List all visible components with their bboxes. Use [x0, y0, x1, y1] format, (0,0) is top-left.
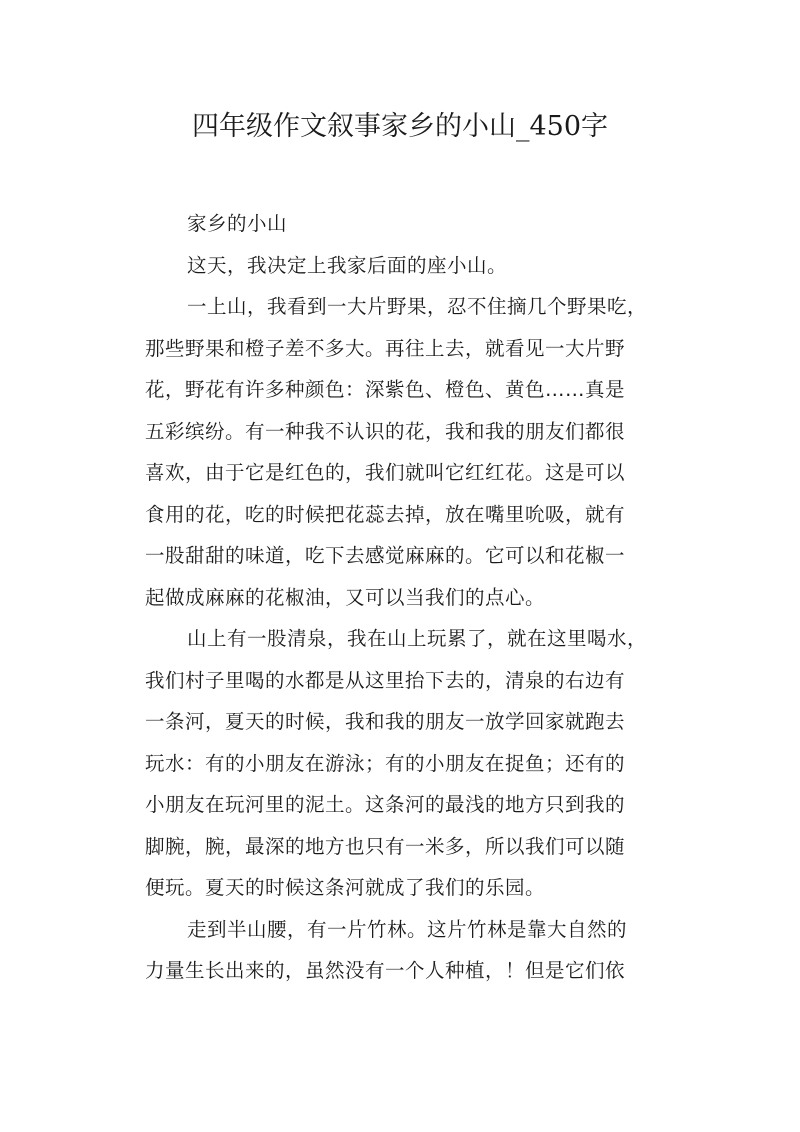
text-line: 那些野果和橙子差不多大。再往上去，就看见一大片野	[145, 336, 626, 360]
text-line: 走到半山腰，有一片竹林。这片竹林是靠大自然的	[187, 917, 628, 941]
text-line: 喜欢，由于它是红色的，我们就叫它红红花。这是可以	[145, 461, 626, 484]
text-line: 我们村子里喝的水都是从这里抬下去的，清泉的右边有	[145, 668, 626, 692]
document-title: 四年级作文叙事家乡的小山_450字	[191, 111, 609, 142]
text-line: 一股甜甜的味道，吃下去感觉麻麻的。它可以和花椒一	[145, 544, 626, 567]
text-line: 便玩。夏天的时候这条河就成了我们的乐园。	[145, 876, 546, 899]
text-line: 家乡的小山	[187, 212, 288, 235]
document-body	[145, 203, 667, 992]
text-line: 山上有一股清泉，我在山上玩累了，就在这里喝水，	[187, 627, 648, 650]
text-line: 起做成麻麻的花椒油，又可以当我们的点心。	[145, 585, 546, 609]
text-line: 小朋友在玩河里的泥土。这条河的最浅的地方只到我的	[145, 793, 626, 816]
text-line: 一上山，我看到一大片野果，忍不住摘几个野果吃，	[187, 295, 648, 318]
text-line: 力量生长出来的，虽然没有一个人种植，！但是它们依	[145, 959, 626, 982]
text-line: 五彩缤纷。有一种我不认识的花，我和我的朋友们都很	[145, 419, 626, 443]
text-line: 花，野花有许多种颜色：深紫色、橙色、黄色……真是	[145, 378, 626, 401]
text-line: 食用的花，吃的时候把花蕊去掉，放在嘴里吮吸，就有	[145, 502, 626, 526]
text-line: 一条河，夏天的时候，我和我的朋友一放学回家就跑去	[145, 710, 626, 733]
text-line: 这天，我决定上我家后面的座小山。	[187, 253, 508, 277]
text-line: 玩水：有的小朋友在游泳；有的小朋友在捉鱼；还有的	[145, 751, 626, 775]
text-line: 脚腕，腕，最深的地方也只有一米多，所以我们可以随	[145, 834, 626, 858]
